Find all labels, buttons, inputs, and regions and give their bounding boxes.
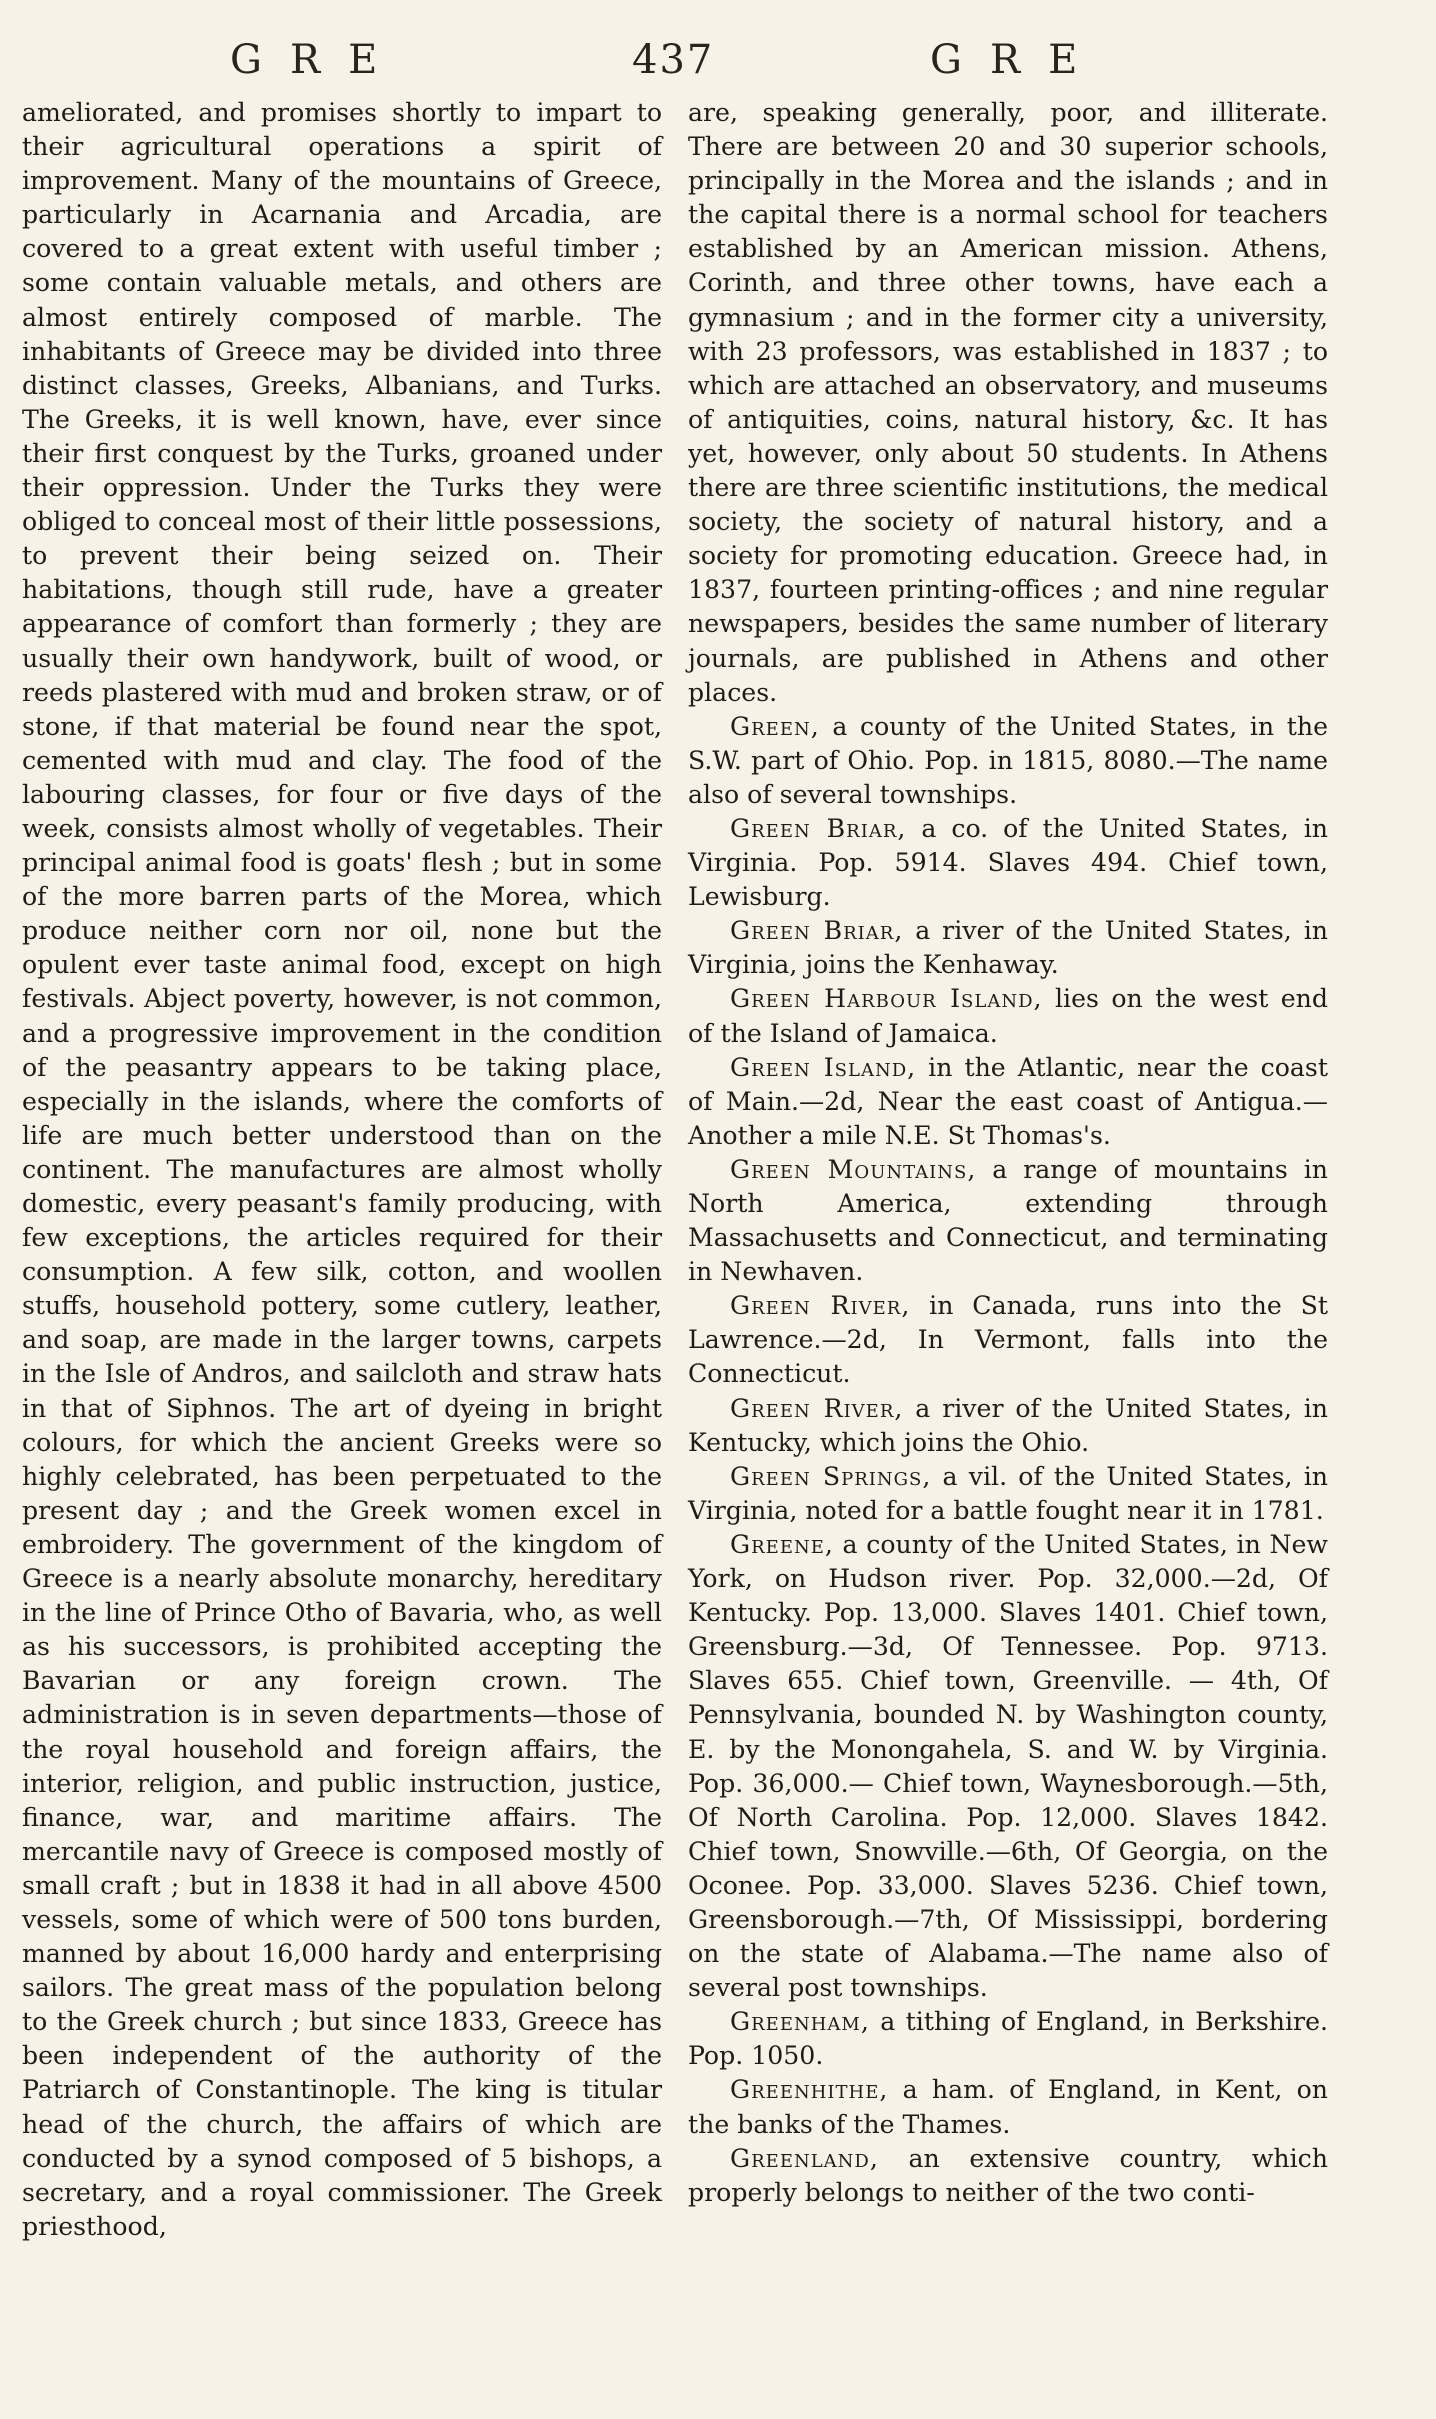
entry-headword: Greenham, — [730, 2007, 870, 2037]
entry-headword: Green Harbour Island, — [730, 984, 1043, 1014]
page-number: 437 — [632, 37, 715, 83]
entry-greenhithe — [688, 2073, 1328, 2141]
right-column — [688, 96, 1328, 2210]
entry-greene — [688, 1528, 1328, 2005]
entry-body: a ham. of England, in Kent, on the banks of the Thames. — [688, 2075, 1328, 2139]
entry-green-ohio — [688, 710, 1328, 812]
running-header — [0, 30, 1436, 90]
entry-body: lies on the west end of the Island of Jamaica. — [688, 984, 1328, 1048]
entry-body: in Canada, runs into the St Lawrence.—2d, In Vermont, falls into the Connecticut. — [688, 1291, 1328, 1389]
entry-body: a river of the United States, in Kentucky, which joins the Ohio. — [688, 1393, 1329, 1457]
entry-body: a county of the United States, in the S.W. part of Ohio. Pop. in 1815, 8080.—The name also of several townships. — [688, 711, 1328, 809]
entry-green-mountains — [688, 1153, 1328, 1289]
entry-green-springs — [688, 1460, 1328, 1528]
entry-body: a co. of the United States, in Virginia. Pop. 5914. Slaves 494. Chief town, Lewisburg. — [688, 813, 1328, 912]
entry-body: a vil. of the United States, in Virginia, noted for a battle fought near it in 1781. — [688, 1461, 1328, 1525]
entry-headword: Green, — [730, 711, 820, 741]
entry-headword: Greene, — [730, 1529, 834, 1559]
entry-greenham — [688, 2005, 1328, 2073]
header-left-guideword: GRE — [230, 37, 406, 83]
entry-body: in the Atlantic, near the coast of Main.—2d, Near the east coast of Antigua.—Another a mile N.E. St Thomas's. — [688, 1052, 1328, 1150]
entry-body: a range of mountains in North America, extending through Massachusetts and Connecticut, and terminating in Newhaven. — [688, 1154, 1328, 1287]
header-right-guideword: GRE — [930, 37, 1106, 83]
greece-article-conclusion: are, speaking generally, poor, and illiterate. There are between 20 and 30 superior schools, principally in the Morea and the islands ; and in the capital there is a normal school for teachers established by an American mission. Athens, Corinth, and three other towns, have each a gymnasium ; and in the former city a university, with 23 professors, was established in 1837 ; to which are attached an observatory, and museums of antiquities, coins, natural history, &c. It has yet, however, only about 50 students. In Athens there are three scientific institutions, the medical society, the society of natural history, and a society for promoting education. Greece had, in 1837, fourteen printing-offices ; and nine regular newspapers, besides the same number of literary journals, are published in Athens and other places. — [688, 98, 1328, 707]
entry-headword: Greenhithe, — [730, 2075, 889, 2105]
entry-headword: Green Island, — [730, 1052, 917, 1082]
entry-green-briar-river — [688, 914, 1328, 982]
entry-headword: Greenland, — [730, 2143, 879, 2173]
entry-body: a tithing of England, in Berkshire. Pop. 1050. — [688, 2007, 1328, 2071]
entry-headword: Green Briar, — [730, 813, 907, 843]
entry-green-river-canada — [688, 1289, 1328, 1391]
entry-headword: Green River, — [730, 1393, 904, 1423]
left-column — [22, 96, 662, 2244]
entry-green-island — [688, 1051, 1328, 1153]
entry-greenland — [688, 2142, 1328, 2210]
entry-green-harbour-island — [688, 982, 1328, 1050]
entry-headword: Green Springs, — [730, 1461, 932, 1491]
greece-article-continuation: ameliorated, and promises shortly to impart to their agricultural operations a spirit of improvement. Many of the mountains of Greece, particularly in Acarnania and Arcadia, are covered to a great extent with useful timber ; some contain valuable metals, and others are almost entirely composed of marble. The inhabitants of Greece may be divided into three distinct classes, Greeks, Albanians, and Turks. The Greeks, it is well known, have, ever since their first conquest by the Turks, groaned under their oppression. Under the Turks they were obliged to conceal most of their little possessions, to prevent their being seized on. Their habitations, though still rude, have a greater appearance of comfort than formerly ; they are usually their own handywork, built of wood, or reeds plastered with mud and broken straw, or of stone, if that material be found near the spot, cemented with mud and clay. The food of the labouring classes, for four or five days of the week, consists almost wholly of vegetables. Their principal animal food is goats' flesh ; but in some of the more barren parts of the Morea, which produce neither corn nor oil, none but the opulent ever taste animal food, except on high festivals. Abject poverty, however, is not common, and a progressive improvement in the condition of the peasantry appears to be taking place, especially in the islands, where the comforts of life are much better understood than on the continent. The manufactures are almost wholly domestic, every peasant's family producing, with few exceptions, the articles required for their consumption. A few silk, cotton, and woollen stuffs, household pottery, some cutlery, leather, and soap, are made in the larger towns, carpets in the Isle of Andros, and sailcloth and straw hats in that of Siphnos. The art of dyeing in bright colours, for which the ancient Greeks were so highly celebrated, has been perpetuated to the present day ; and the Greek women excel in embroidery. The government of the kingdom of Greece is a nearly absolute monarchy, hereditary in the line of Prince Otho of Bavaria, who, as well as his successors, is prohibited accepting the Bavarian or any foreign crown. The administration is in seven departments—those of the royal household and foreign affairs, the interior, religion, and public instruction, justice, finance, war, and maritime affairs. The mercantile navy of Greece is composed mostly of small craft ; but in 1838 it had in all above 4500 vessels, some of which were of 500 tons burden, manned by about 16,000 hardy and enterprising sailors. The great mass of the population belong to the Greek church ; but since 1833, Greece has been independent of the authority of the Patriarch of Constantinople. The king is titular head of the church, the affairs of which are conducted by a synod composed of 5 bishops, a secretary, and a royal commissioner. The Greek priesthood, — [22, 98, 662, 2241]
entry-headword: Green River, — [730, 1291, 911, 1321]
entry-body: a county of the United States, in New York, on Hudson river. Pop. 32,000.—2d, Of Kentucky. Pop. 13,000. Slaves 1401. Chief town, Greensburg.—3d, Of Tennessee. Pop. 9713. Slaves 655. Chief town, Greenville. — 4th, Of Pennsylvania, bounded N. by Washington county, E. by the Monongahela, S. and W. by Virginia. Pop. 36,000.— Chief town, Waynesborough.—5th, Of North Carolina. Pop. 12,000. Slaves 1842. Chief town, Snowville.—6th, Of Georgia, on the Oconee. Pop. 33,000. Slaves 5236. Chief town, Greensborough.—7th, Of Mississippi, bordering on the state of Alabama.—The name also of several post townships. — [688, 1529, 1328, 2003]
entry-green-briar-county — [688, 812, 1328, 914]
entry-body: an extensive country, which properly belongs to neither of the two conti- — [688, 2143, 1328, 2207]
entry-body: a river of the United States, in Virginia, joins the Kenhaway. — [688, 916, 1328, 980]
entry-headword: Green Briar, — [730, 916, 904, 946]
entry-green-river-kentucky — [688, 1392, 1328, 1460]
entry-headword: Green Mountains, — [730, 1154, 977, 1184]
